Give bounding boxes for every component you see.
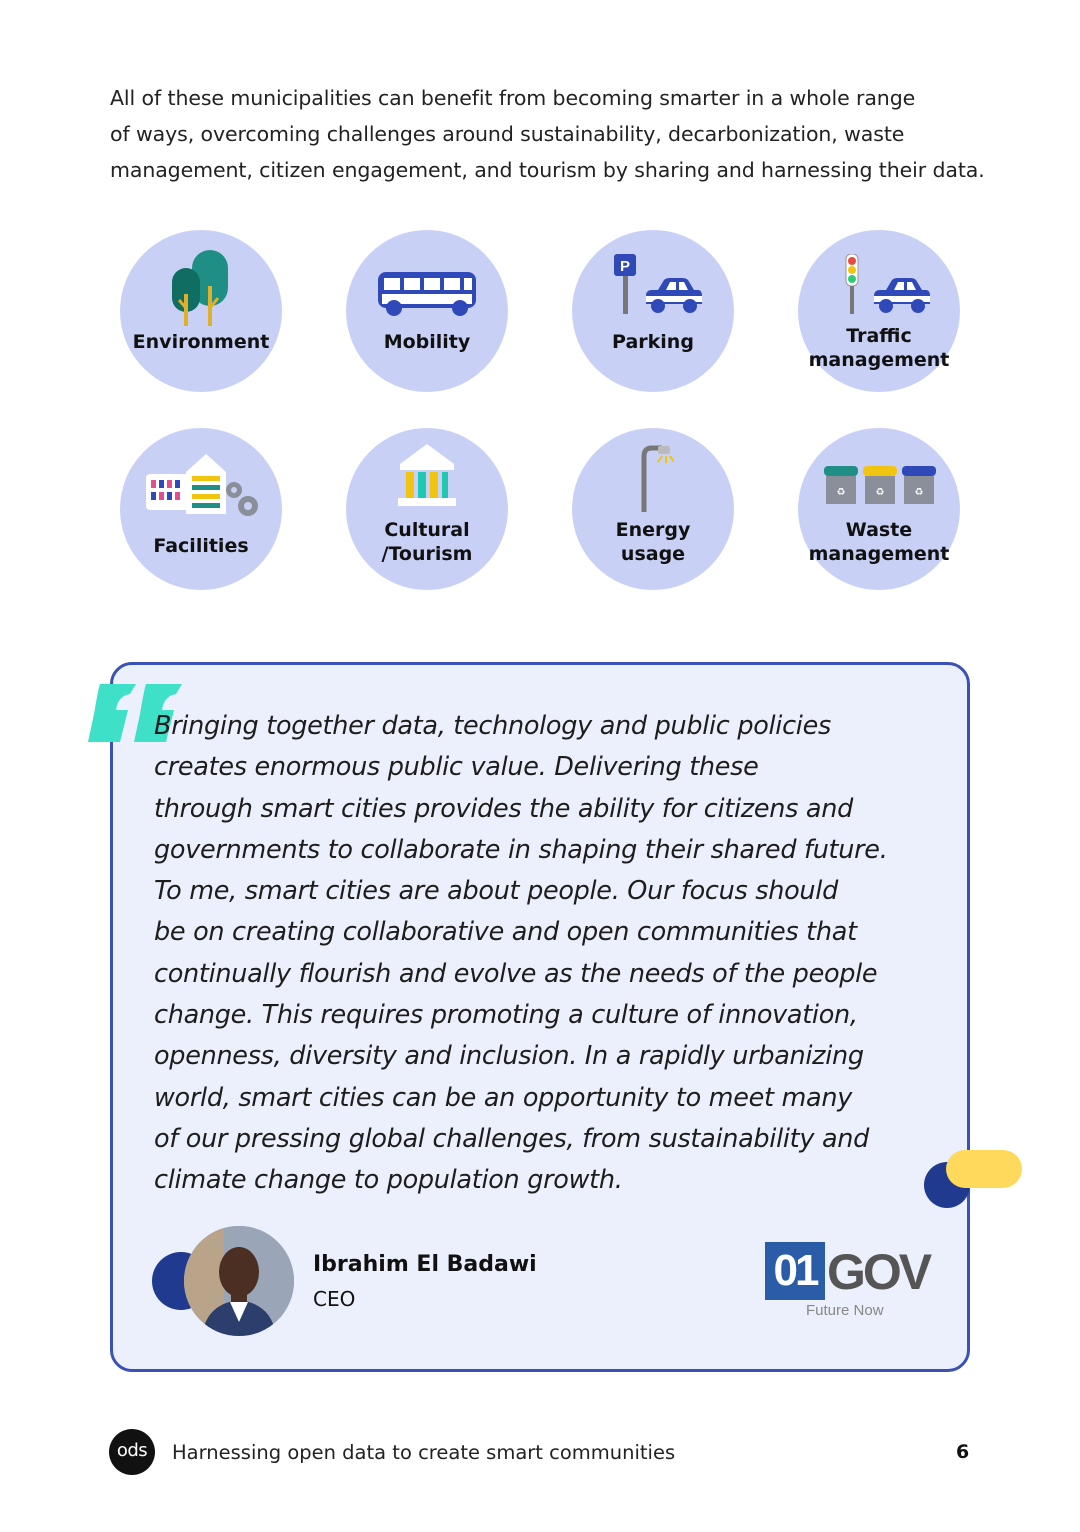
decorative-pill [946, 1150, 1022, 1188]
category-label-line: management [808, 349, 950, 371]
quote-line: through smart cities provides the ability for citizens and [154, 793, 853, 824]
author-role: CEO [313, 1287, 356, 1311]
quote-text [154, 706, 944, 1202]
footer-title: Harnessing open data to create smart communities [172, 1441, 676, 1464]
parking-icon [614, 254, 704, 318]
quote-line: change. This requires promoting a culture of innovation, [154, 1000, 858, 1031]
quote-line: Bringing together data, technology and public policies [154, 711, 831, 741]
category-energy-usage [572, 428, 734, 590]
svg-text:♻: ♻ [875, 487, 885, 498]
intro-line: management, citizen engagement, and tourism by sharing and harnessing their data. [110, 158, 985, 182]
category-facilities [120, 428, 282, 590]
partner-logo-word: GOV [827, 1244, 930, 1300]
category-label: Facilities [153, 535, 249, 557]
quote-line: To me, smart cities are about people. Our focus should [154, 876, 838, 907]
trees-icon [172, 250, 230, 328]
intro-paragraph [110, 80, 990, 188]
museum-icon [396, 442, 458, 512]
category-label-line: Cultural [384, 519, 470, 541]
svg-text:P: P [619, 258, 631, 275]
quote-line: openness, diversity and inclusion. In a rapidly urbanizing [154, 1041, 864, 1072]
category-label-line: Energy [615, 519, 691, 541]
category-traffic-management [798, 230, 960, 392]
category-label-line: Waste [845, 519, 913, 541]
quote-line: climate change to population growth. [154, 1165, 623, 1196]
recycling-bins-icon [824, 466, 936, 506]
category-label [798, 324, 960, 372]
page-number: 6 [956, 1441, 970, 1463]
category-parking [572, 230, 734, 392]
category-label-line: Traffic [846, 325, 912, 347]
category-label [798, 518, 960, 566]
category-label-line: management [808, 543, 950, 565]
category-label: Mobility [383, 331, 471, 353]
category-waste-management [798, 428, 960, 590]
intro-line: All of these municipalities can benefit from becoming smarter in a whole range [110, 86, 916, 110]
category-label [572, 518, 734, 566]
bus-icon [378, 272, 476, 318]
category-label [346, 518, 508, 566]
category-label: Parking [612, 331, 694, 353]
quote-line: creates enormous public value. Delivering these [154, 752, 759, 783]
partner-logo-mark: 01 [765, 1242, 825, 1300]
quote-line: be on creating collaborative and open communities that [154, 917, 857, 948]
category-label-line: usage [620, 543, 686, 565]
category-label: Environment [132, 331, 270, 353]
svg-text:♻: ♻ [914, 487, 924, 498]
category-cultural-tourism [346, 428, 508, 590]
intro-line: of ways, overcoming challenges around sustainability, decarbonization, waste [110, 122, 905, 146]
streetlight-icon [634, 444, 674, 514]
facilities-icon [146, 454, 262, 520]
traffic-light-icon [844, 254, 934, 318]
partner-logo-tagline: Future Now [806, 1302, 884, 1319]
svg-text:♻: ♻ [836, 487, 846, 498]
category-mobility [346, 230, 508, 392]
person-photo-icon [184, 1226, 294, 1336]
avatar [184, 1226, 294, 1336]
quote-line: of our pressing global challenges, from sustainability and [154, 1123, 870, 1154]
quote-line: world, smart cities can be an opportunity to meet many [154, 1082, 853, 1113]
category-environment [120, 230, 282, 392]
author-name: Ibrahim El Badawi [313, 1252, 537, 1277]
quote-line: continually flourish and evolve as the needs of the people [154, 958, 878, 989]
category-label-line: /Tourism [381, 543, 473, 565]
quote-line: governments to collaborate in shaping their shared future. [154, 834, 888, 865]
footer-logo: ods [109, 1429, 155, 1475]
